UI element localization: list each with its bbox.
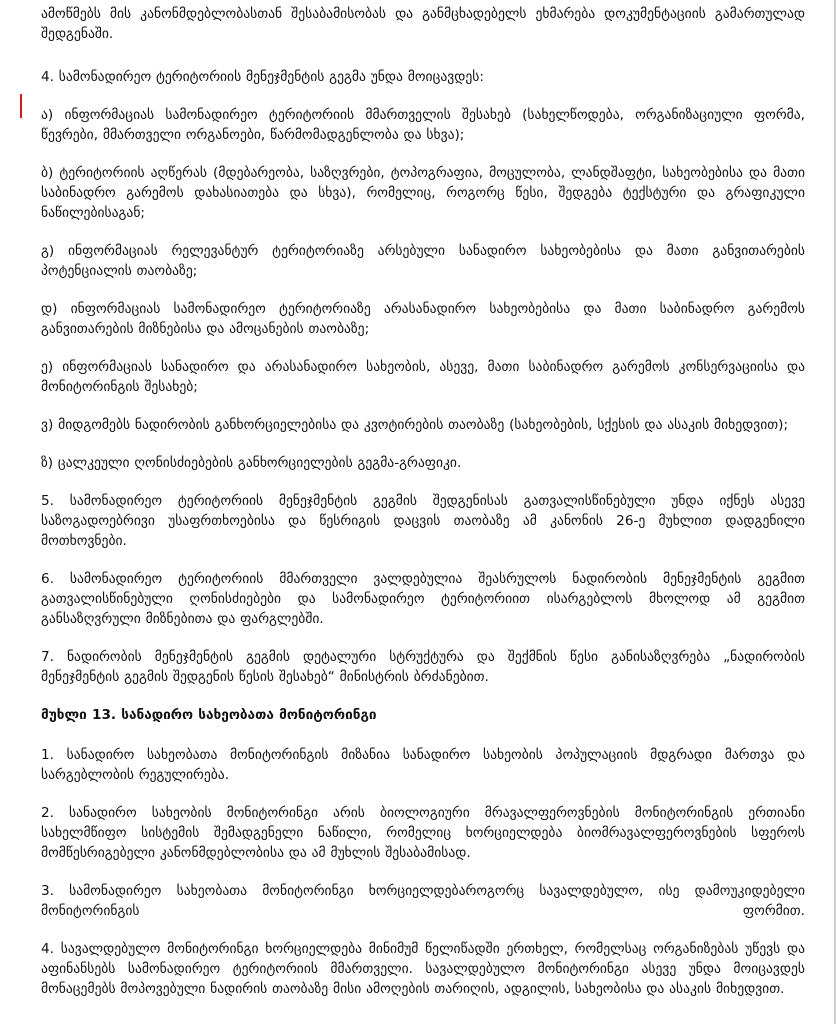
text-cursor-marker [20, 94, 22, 118]
paragraph-6: 6. სამონადირეო ტერიტორიის მმართველი ვალდებულია შეასრულოს ნადირობის მენეჯმენტის გეგმით გათვალისწინებული ღონისძიებები და სამონადირეო ტერიტორიით ისარგებლოს მხოლოდ ამ გეგმით განსაზღვრული მიზნებითა და ფარგლებში. [41, 571, 805, 627]
paragraph-4d: დ) ინფორმაციას სამონადირეო ტერიტორიაზე არასანადირო სახეობებისა და მათი საბინადრო გარემოს განვითარების მიზნებისა და ამოცანების თაობაზე; [41, 301, 805, 337]
paragraph-4v: ვ) მიდგომებს ნადირობის განხორციელებისა და კვოტირების თაობაზე (სახეობების, სქესის და ასაკის მიხედვით); [41, 417, 789, 433]
document-body[interactable] [41, 4, 805, 1017]
article-paragraph-1: 1. სანადირო სახეობათა მონიტორინგის მიზანია სანადირო სახეობის პოპულაციის მდგრადი მართვა და სარგებლობის რეგულირება. [41, 747, 805, 783]
paragraph-4: 4. სამონადირეო ტერიტორიის მენეჯმენტის გეგმა უნდა მოიცავდეს: [41, 69, 484, 85]
article-paragraph-2: 2. სანადირო სახეობის მონიტორინგი არის ბიოლოგიური მრავალფეროვნების მონიტორინგის ერთიანი სახელმწიფო სისტემის შემადგენელი ნაწილი, რომელიც ხორციელდება ბიომრავალფეროვნების სფეროს მომწესრიგებელი კანონმდებლობისა და ამ მუხლის შესაბამისად. [41, 805, 805, 861]
paragraph-4z: ზ) ცალკეული ღონისძიებების განხორციელების გეგმა-გრაფიკი. [41, 455, 462, 471]
paragraph-4b: ბ) ტერიტორიის აღწერას (მდებარეობა, საზღვრები, ტოპოგრაფია, მოცულობა, ლანდშაფტი, სახეობებისა და მათი საბინადრო გარემოს დახასიათება და სხვა), რომელიც, როგორც წესი, შედგება ტექსტური და გრაფიკული ნაწილებისაგან; [41, 165, 805, 221]
article-paragraph-3: 3. სამონადირეო სახეობათა მონიტორინგი ხორციელდებაროგორც სავალდებულო, ისე დამოუკიდებელი მონიტორინგის ფორმით. [41, 883, 805, 919]
article-paragraph-4: 4. სავალდებულო მონიტორინგი ხორციელდება მინიმუმ წელიწადში ერთხელ, რომელსაც ორგანიზებას უწევს და აფინანსებს სამონადირეო ტერიტორიის მმართველი. სავალდებულო მონიტორინგი ასევე უნდა მოიცავდეს მონაცემებს მოპოვებული ნადირის თაობაზე მისი ამოღების თარიღის, ადგილის, სახეობისა და ასაკის მიხედვით. [41, 941, 805, 997]
paragraph-4g: გ) ინფორმაციას რელევანტურ ტერიტორიაზე არსებული სანადირო სახეობებისა და მათი განვითარების პოტენციალის თაობაზე; [41, 243, 805, 279]
article-heading: მუხლი 13. სანადირო სახეობათა მონიტორინგი [41, 707, 377, 723]
paragraph-5: 5. სამონადირეო ტერიტორიის მენეჯმენტის გეგმის შედგენისას გათვალისწინებული უნდა იქნეს ასევე საზოგადოებრივი უსაფრთხოებისა და წესრიგის დაცვის თაობაზე ამ კანონის 26-ე მუხლით დადგენილი მოთხოვნები. [41, 493, 805, 549]
paragraph-continuation: ამოწმებს მის კანონმდებლობასთან შესაბამისობას და განმცხადებელს ეხმარება დოკუმენტაციის გამართულად შედგენაში. [41, 6, 805, 42]
paragraph-7: 7. ნადირობის მენეჯმენტის გეგმის დეტალური სტრუქტურა და შექმნის წესი განისაზღვრება „ნადირობის მენეჯმენტის გეგმის შედგენის წესის შესახებ“ მინისტრის ბრძანებით. [41, 649, 805, 685]
paragraph-4a: ა) ინფორმაციას სამონადირეო ტერიტორიის მმართველის შესახებ (სახელწოდება, ორგანიზაციული ფორმა, წევრები, მმართველი ორგანოები, წარმომადგენლობა და სხვა); [41, 107, 805, 143]
paragraph-4e: ე) ინფორმაციას სანადირო და არასანადირო სახეობის, ასევე, მათი საბინადრო გარემოს კონსერვაციისა და მონიტორინგის შესახებ; [41, 359, 805, 395]
